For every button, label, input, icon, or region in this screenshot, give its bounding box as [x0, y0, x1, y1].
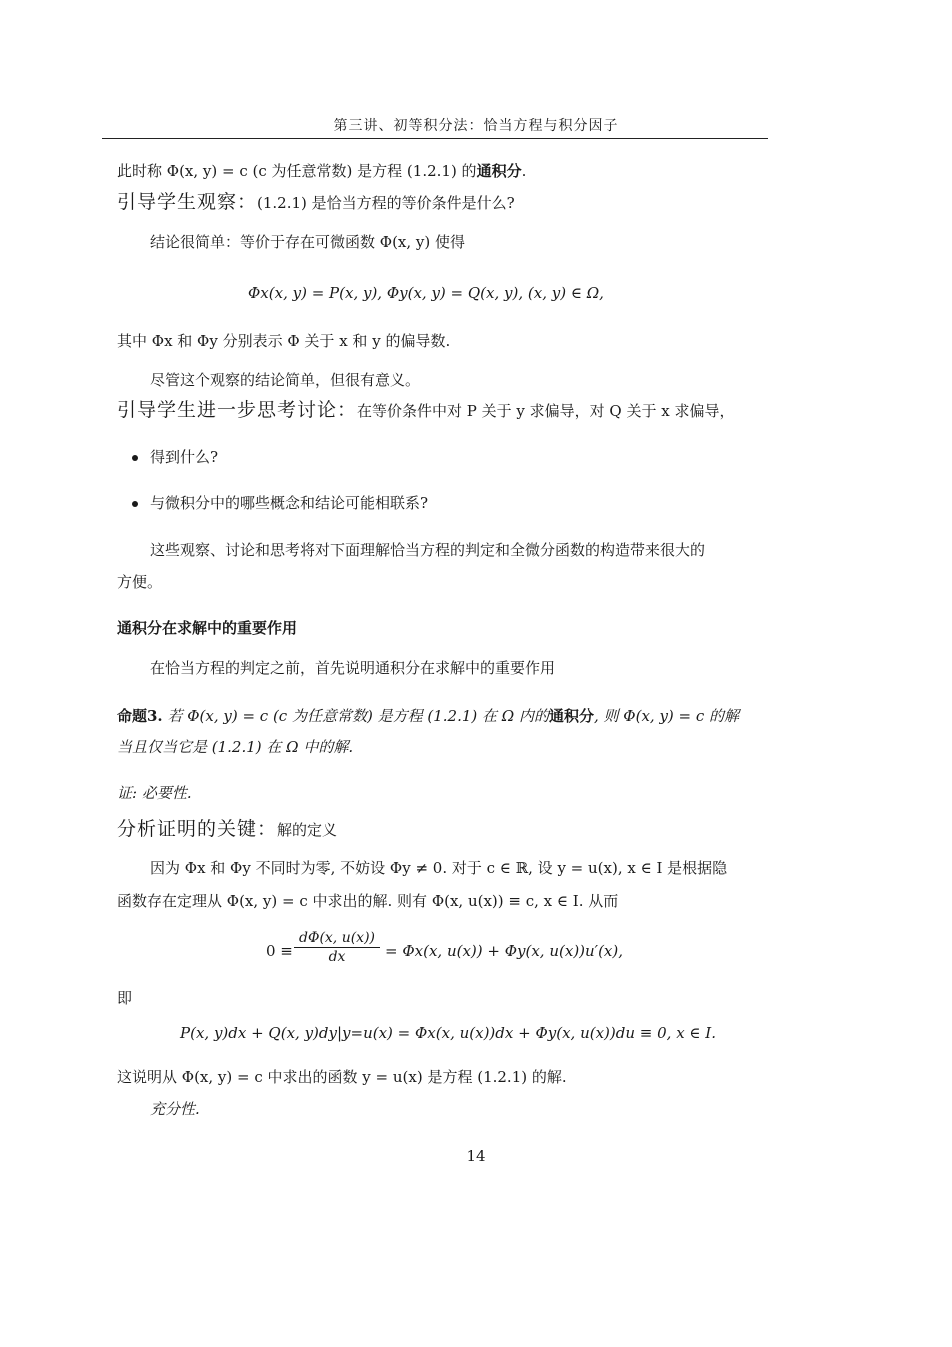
proposition-line-2: 当且仅当它是 (1.2.1) 在 Ω 中的解. [117, 738, 354, 756]
proof-label: 证: 必要性. [117, 784, 192, 802]
section-intro: 在恰当方程的判定之前，首先说明通积分在求解中的重要作用 [150, 659, 556, 677]
l1-post: . [521, 162, 527, 180]
guide-observe [117, 192, 515, 213]
equation-2-fraction [294, 929, 380, 966]
proof-line-2: 函数存在定理从 Φ(x, y) = c 中求出的解. 则有 Φ(x, u(x)) ≡ c, x ∈ I. 从而 [117, 892, 619, 910]
prop-l1-bold-term: 通积分 [548, 707, 594, 725]
ji-line: 即 [117, 989, 133, 1007]
proposition-label: 命题3. [117, 707, 163, 725]
guide-analysis-title: 分析证明的关键： [117, 818, 278, 840]
l1-bold-term: 通积分 [476, 162, 522, 180]
guide-discuss-title: 引导学生进一步思考讨论： [117, 399, 358, 421]
fraction-denominator: dx [328, 949, 346, 965]
page-number: 14 [466, 1147, 486, 1165]
partial-note: 其中 Φx 和 Φy 分别表示 Φ 关于 x 和 y 的偏导数. [117, 332, 451, 350]
prop-l1-b: , 则 Φ(x, y) = c 的解 [594, 707, 740, 725]
bullet-item-1: 得到什么? [150, 448, 219, 466]
guide-analysis-text: 解的定义 [277, 821, 338, 839]
equation-2-left: 0 ≡ [266, 942, 293, 960]
remark-line-1: 这些观察、讨论和思考将对下面理解恰当方程的判定和全微分函数的构造带来很大的 [150, 541, 706, 559]
remark-line-2: 方便。 [117, 573, 163, 591]
equation-2-right: = Φx(x, u(x)) + Φy(x, u(x))u′(x), [385, 942, 624, 960]
equation-1: Φx(x, y) = P(x, y), Φy(x, y) = Q(x, y), (x, y) ∈ Ω, [248, 284, 604, 302]
meaning-line: 尽管这个观察的结论简单，但很有意义。 [150, 371, 421, 389]
fraction-numerator: dΦ(x, u(x)) [299, 930, 375, 946]
guide-analysis [117, 819, 337, 840]
section-title: 通积分在求解中的重要作用 [117, 619, 298, 637]
bullet-dot [132, 501, 138, 507]
sufficiency-label: 充分性. [150, 1100, 200, 1118]
guide-observe-text: (1.2.1) 是恰当方程的等价条件是什么? [257, 194, 515, 212]
equation-3: P(x, y)dx + Q(x, y)dy|y=u(x) = Φx(x, u(x))dx + Φy(x, u(x))du ≡ 0, x ∈ I. [180, 1024, 716, 1042]
guide-discuss [117, 400, 735, 421]
guide-discuss-text: 在等价条件中对 P 关于 y 求偏导，对 Q 关于 x 求偏导， [357, 402, 735, 420]
bullet-dot [132, 455, 138, 461]
proposition-line-1 [117, 706, 739, 726]
prop-l1-a: 若 Φ(x, y) = c (c 为任意常数) 是方程 (1.2.1) 在 Ω 内的 [162, 707, 549, 725]
bullet-item-2: 与微积分中的哪些概念和结论可能相联系? [150, 494, 429, 512]
conclusion-proof: 这说明从 Φ(x, y) = c 中求出的函数 y = u(x) 是方程 (1.2.1) 的解. [117, 1068, 567, 1086]
header-rule [102, 138, 768, 139]
conclusion-line: 结论很简单：等价于存在可微函数 Φ(x, y) 使得 [150, 233, 466, 251]
guide-observe-title: 引导学生观察： [117, 191, 258, 213]
proof-line-1: 因为 Φx 和 Φy 不同时为零, 不妨设 Φy ≠ 0. 对于 c ∈ ℝ, 设 y = u(x), x ∈ I 是根据隐 [150, 859, 728, 877]
l1-pre: 此时称 Φ(x, y) = c (c 为任意常数) 是方程 (1.2.1) 的 [117, 162, 477, 180]
general-integral-sentence [117, 161, 526, 181]
running-header: 第三讲、初等积分法：恰当方程与积分因子 [333, 118, 619, 134]
